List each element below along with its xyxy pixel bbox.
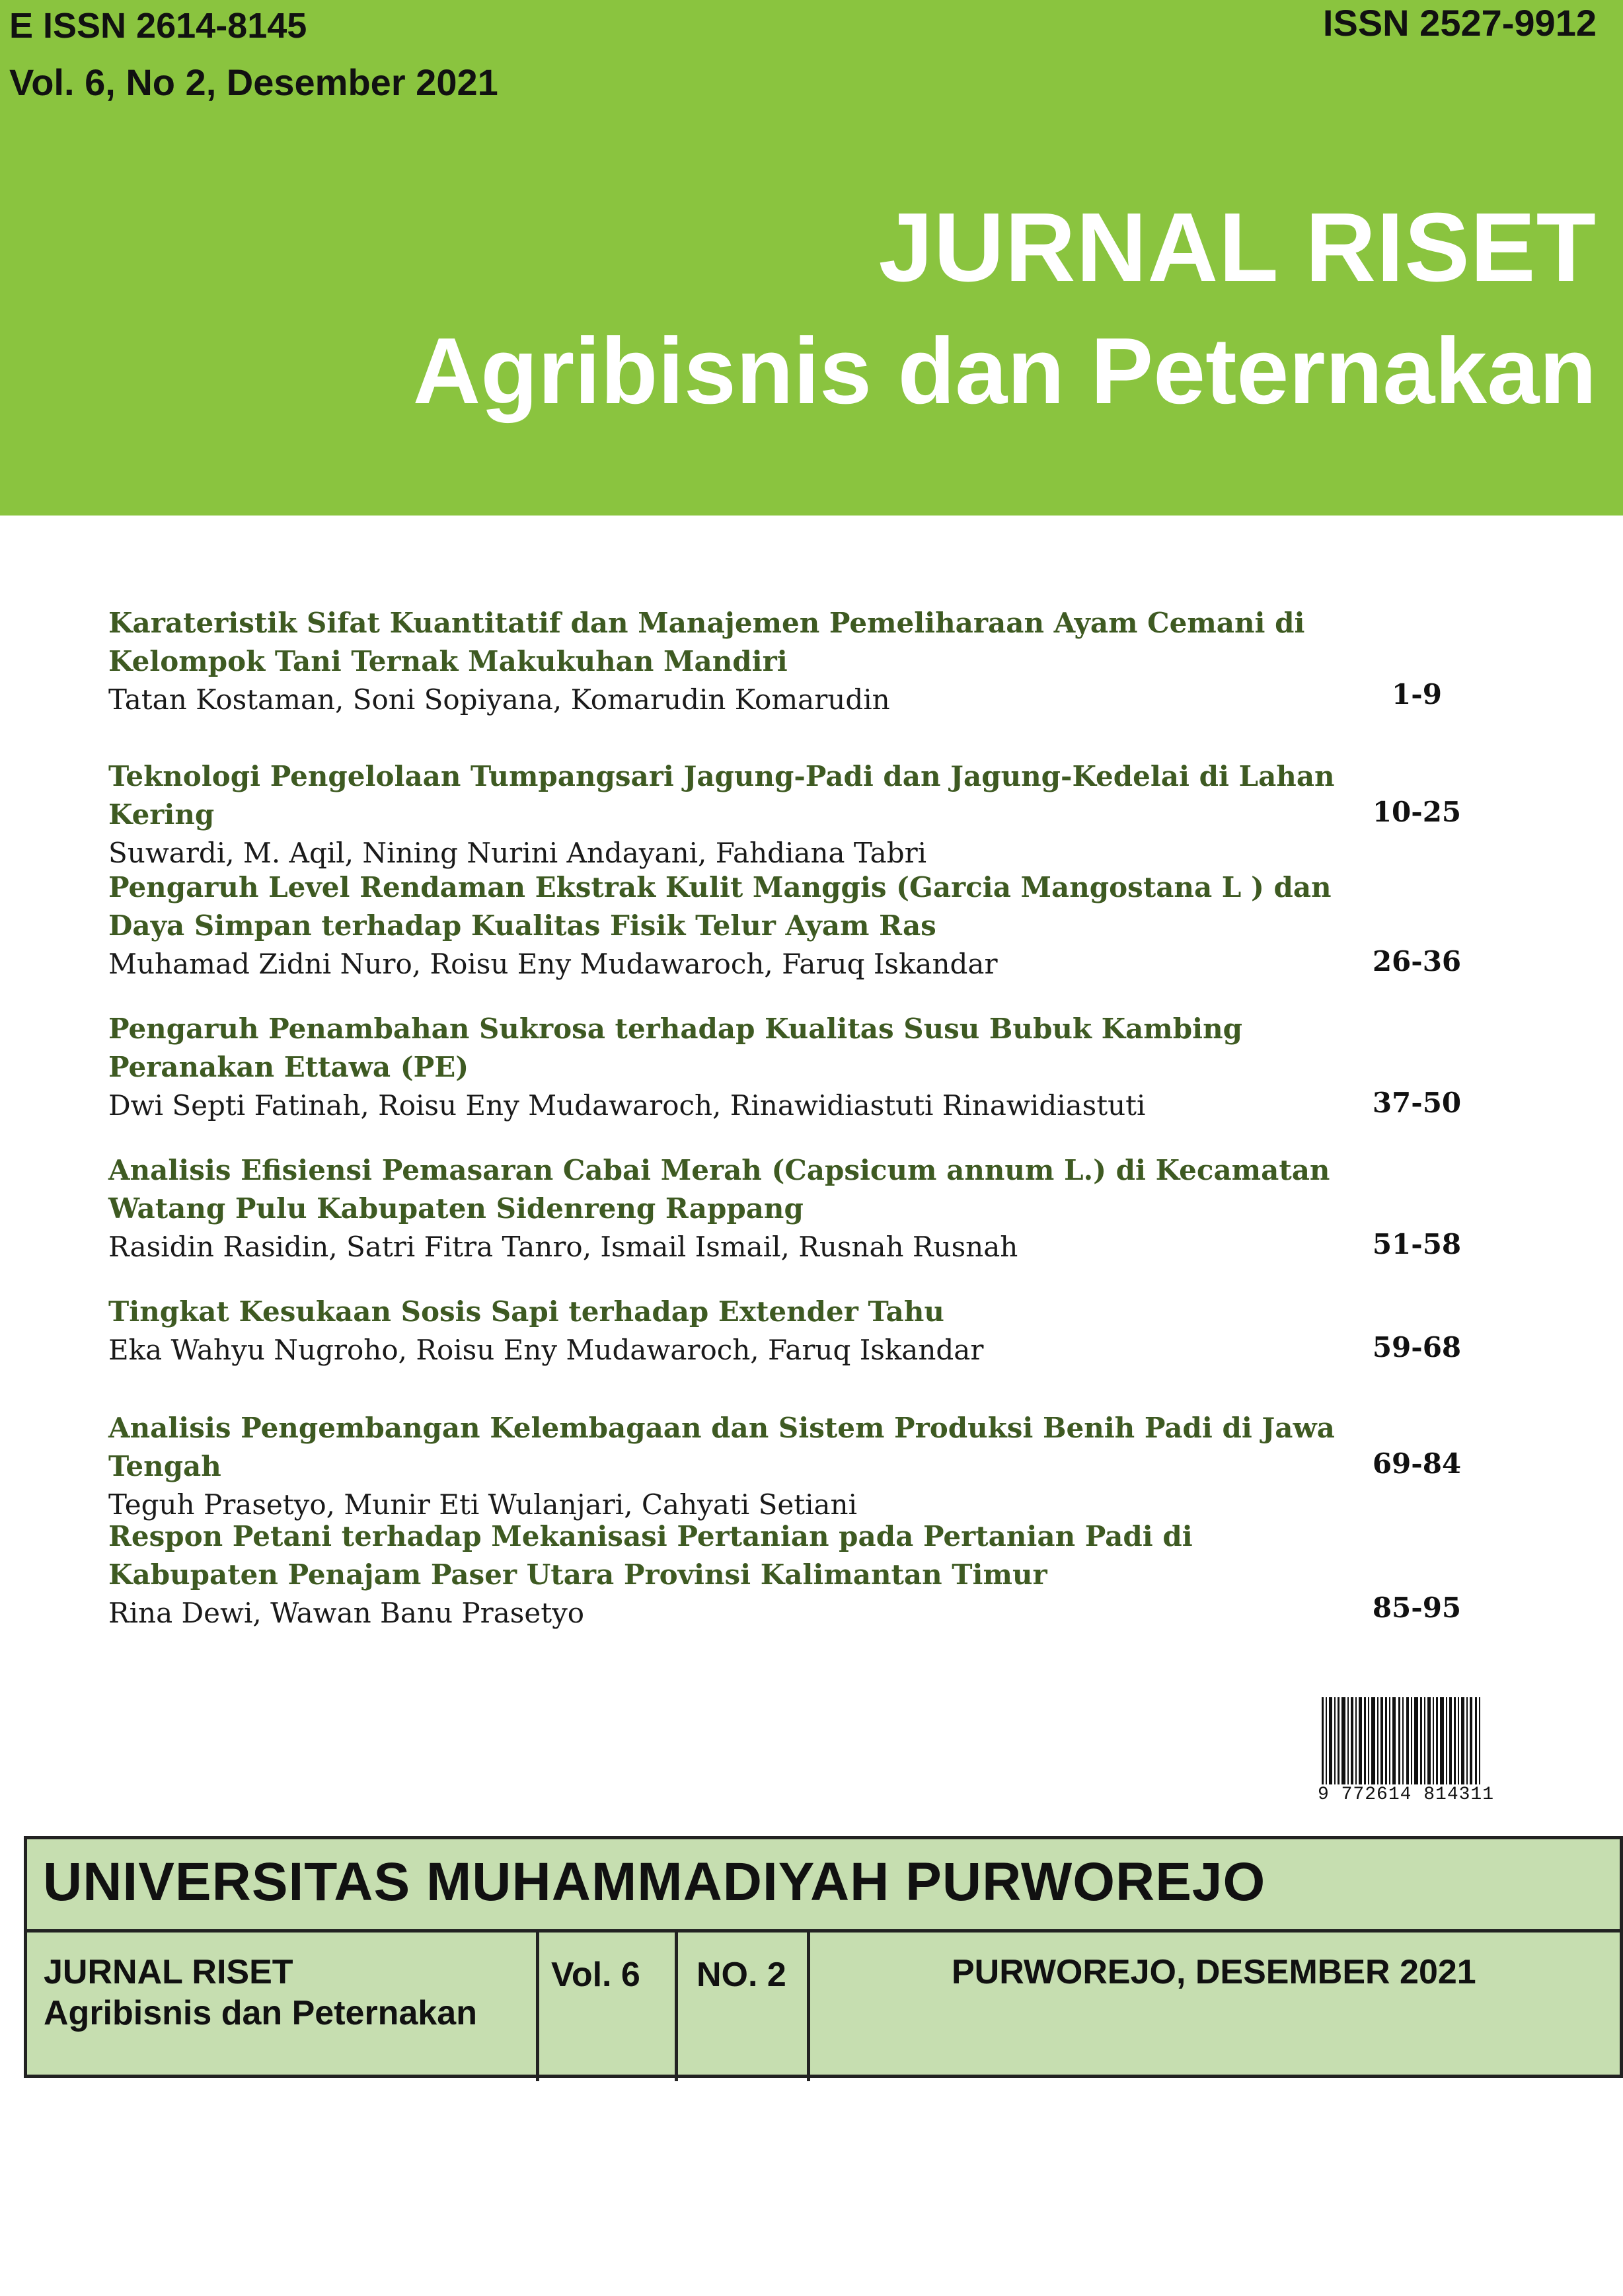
volume-line: Vol. 6, No 2, Desember 2021	[9, 61, 498, 103]
footer-number-cell	[678, 1932, 810, 2081]
article-entry	[108, 1151, 1483, 1266]
footer-number: NO. 2	[697, 1956, 786, 1994]
article-pages: 26-36	[1372, 945, 1462, 977]
article-entry	[108, 1293, 1483, 1369]
article-authors: Tatan Kostaman, Soni Sopiyana, Komarudin Komarudin	[108, 683, 890, 716]
footer-place-cell	[810, 1932, 1623, 2081]
article-title: Analisis Efisiensi Pemasaran Cabai Merah (Capsicum annum L.) di Kecamatan Watang Pulu Kabupaten Sidenreng Rappang	[108, 1154, 1330, 1225]
article-title: Pengaruh Penambahan Sukrosa terhadap Kualitas Susu Bubuk Kambing Peranakan Ettawa (PE)	[108, 1013, 1242, 1083]
footer-volume: Vol. 6	[551, 1956, 640, 1994]
article-title: Respon Petani terhadap Mekanisasi Pertanian pada Pertanian Padi di Kabupaten Penajam Paser Utara Provinsi Kalimantan Timur	[108, 1520, 1193, 1591]
article-pages: 59-68	[1372, 1331, 1462, 1363]
article-pages: 85-95	[1372, 1591, 1462, 1624]
footer-volume-cell	[539, 1932, 678, 2081]
issn: ISSN 2527-9912	[1322, 2, 1597, 44]
article-pages: 69-84	[1372, 1447, 1462, 1480]
article-entry	[108, 604, 1483, 719]
e-issn: E ISSN 2614-8145	[9, 6, 307, 46]
article-title: Pengaruh Level Rendaman Ekstrak Kulit Manggis (Garcia Mangostana L ) dan Daya Simpan terhadap Kualitas Fisik Telur Ayam Ras	[108, 871, 1332, 942]
article-pages: 1-9	[1392, 678, 1442, 710]
cover-header	[0, 0, 1623, 516]
article-authors: Rina Dewi, Wawan Banu Prasetyo	[108, 1597, 585, 1629]
article-pages: 10-25	[1372, 796, 1462, 828]
article-authors: Dwi Septi Fatinah, Roisu Eny Mudawaroch, Rinawidiastuti Rinawidiastuti	[108, 1089, 1146, 1122]
article-entry	[108, 868, 1483, 983]
footer-journal-line1: JURNAL RISET	[44, 1953, 293, 1991]
barcode-number: 9 772614 814311	[1315, 1784, 1497, 1805]
article-pages: 37-50	[1372, 1087, 1462, 1119]
article-pages: 51-58	[1372, 1228, 1462, 1260]
footer-place-date: PURWOREJO, DESEMBER 2021	[952, 1953, 1476, 1991]
article-entry	[108, 1010, 1483, 1125]
article-title: Karateristik Sifat Kuantitatif dan Manajemen Pemeliharaan Ayam Cemani di Kelompok Tani Ternak Makukuhan Mandiri	[108, 607, 1305, 677]
footer-info-row	[24, 1929, 1623, 2081]
article-title: Teknologi Pengelolaan Tumpangsari Jagung-Padi dan Jagung-Kedelai di Lahan Kering	[108, 760, 1335, 831]
journal-title-line1: JURNAL RISET	[878, 193, 1597, 302]
article-entry	[108, 1517, 1483, 1632]
footer-journal-cell	[24, 1932, 539, 2081]
article-authors: Eka Wahyu Nugroho, Roisu Eny Mudawaroch, Faruq Iskandar	[108, 1334, 984, 1366]
footer-journal-line2: Agribisnis dan Peternakan	[44, 1994, 477, 2032]
article-authors: Suwardi, M. Aqil, Nining Nurini Andayani, Fahdiana Tabri	[108, 837, 927, 869]
article-title: Tingkat Kesukaan Sosis Sapi terhadap Extender Tahu	[108, 1295, 944, 1328]
article-authors: Teguh Prasetyo, Munir Eti Wulanjari, Cahyati Setiani	[108, 1488, 858, 1521]
footer-box	[24, 1836, 1623, 2078]
journal-title-line2: Agribisnis dan Peternakan	[412, 319, 1597, 424]
article-title: Analisis Pengembangan Kelembagaan dan Sistem Produksi Benih Padi di Jawa Tengah	[108, 1412, 1335, 1482]
article-authors: Muhamad Zidni Nuro, Roisu Eny Mudawaroch, Faruq Iskandar	[108, 948, 998, 980]
article-authors: Rasidin Rasidin, Satri Fitra Tanro, Ismail Ismail, Rusnah Rusnah	[108, 1231, 1018, 1263]
article-entry	[108, 757, 1483, 872]
university-name: UNIVERSITAS MUHAMMADIYAH PURWOREJO	[43, 1852, 1266, 1912]
article-entry	[108, 1409, 1483, 1524]
